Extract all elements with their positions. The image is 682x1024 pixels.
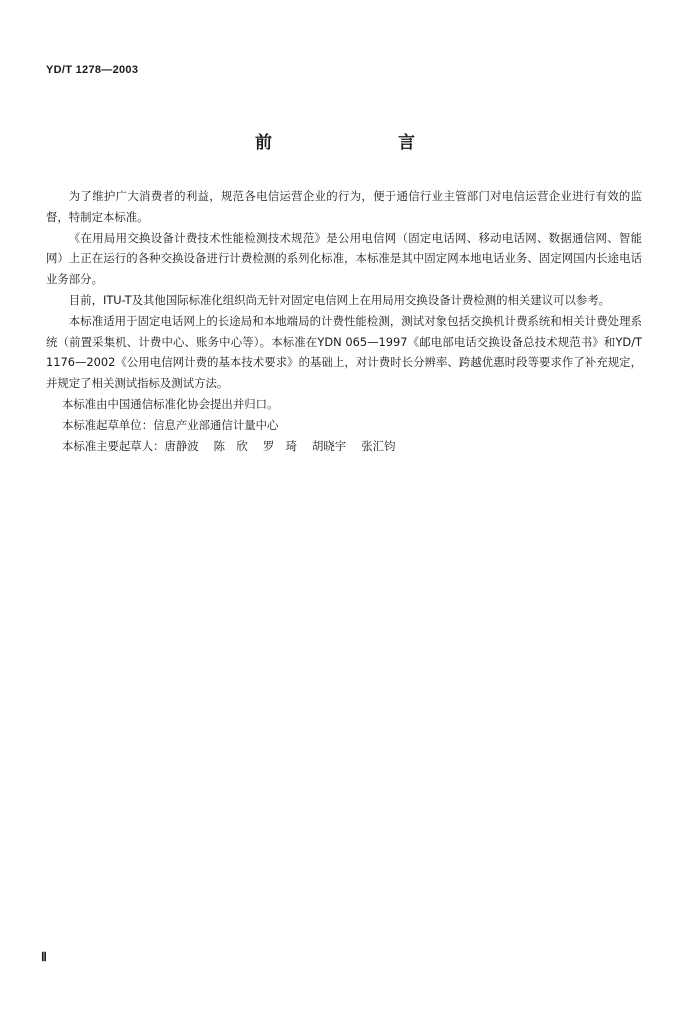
paragraph-drafting-unit: 本标准起草单位：信息产业部通信计量中心	[61, 417, 279, 432]
document-body	[46, 186, 642, 456]
paragraph-proposer: 本标准由中国通信标准化协会提出并归口。	[61, 396, 279, 411]
paragraph-scope-series: 《在用局用交换设备计费技术性能检测技术规范》是公用电信网（固定电话网、移动电话网、数据通信网、智能网）上正在运行的各种交换设备进行计费检测的系列化标准，本标准是其中固定网本地电话业务、固定网国内长途电话业务部分。	[46, 230, 642, 287]
page-title: 前 言	[255, 133, 475, 153]
paragraph-drafters: 本标准主要起草人：唐静波 陈 欣 罗 琦 胡晓宇 张汇钧	[61, 438, 396, 453]
standard-code: YD/T 1278—2003	[46, 64, 139, 76]
paragraph-purpose: 为了维护广大消费者的利益，规范各电信运营企业的行为，便于通信行业主管部门对电信运营企业进行有效的监督，特制定本标准。	[46, 189, 642, 224]
paragraph-itu-reference: 目前，ITU-T及其他国际标准化组织尚无针对固定电信网上在用局用交换设备计费检测的相关建议可以参考。	[68, 292, 611, 307]
paragraph-applicability: 本标准适用于固定电话网上的长途局和本地端局的计费性能检测，测试对象包括交换机计费系统和相关计费处理系统（前置采集机、计费中心、账务中心等）。本标准在YDN 065—1997《邮电部电话交换设备总技术规范书》和YD/T 1176—2002《公用电信网计费的基本技术要求》的基础上，对计费时长分辨率、跨越优惠时段等要求作了补充规定，并规定了相关测试指标及测试方法。	[46, 313, 642, 391]
page-number: Ⅱ	[41, 950, 47, 964]
